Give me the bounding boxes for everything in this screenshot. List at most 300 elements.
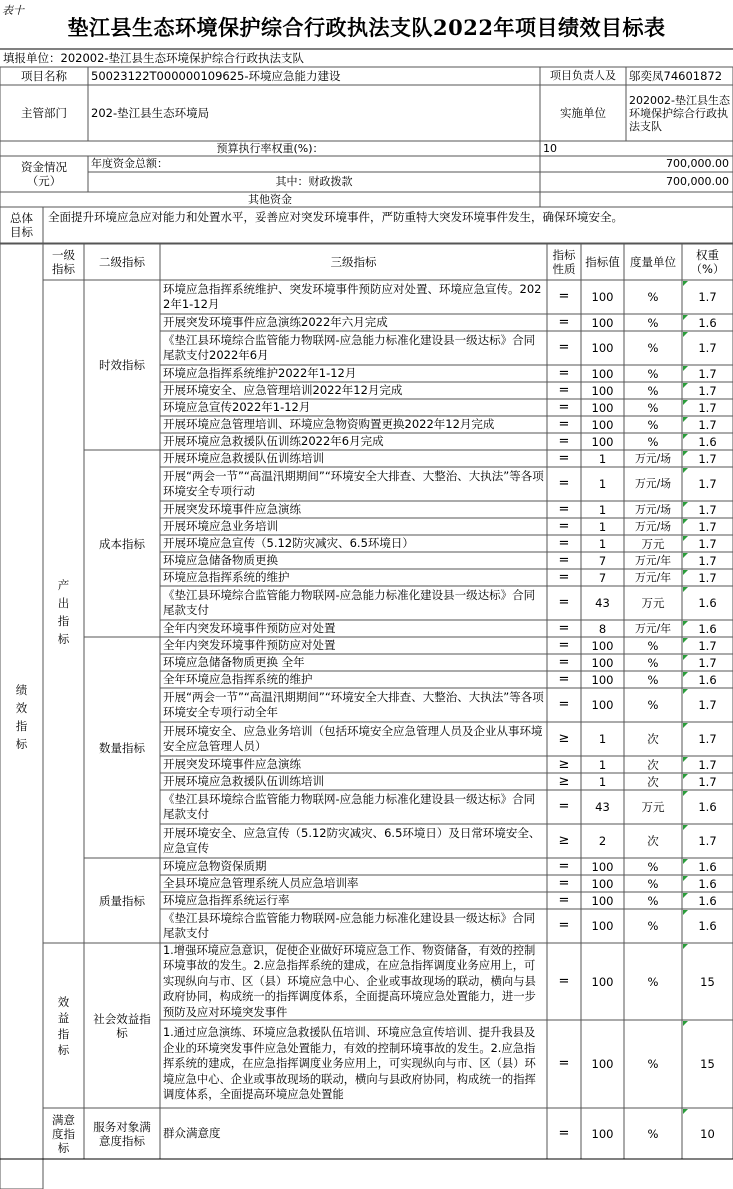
project-name-value-text: 50023122T000000109625-环境应急能力建设 bbox=[91, 69, 341, 83]
indicator-nature-text: = bbox=[558, 416, 570, 432]
indicator-value bbox=[581, 450, 624, 467]
indicator-unit bbox=[624, 875, 682, 892]
indicator-value-text: 100 bbox=[591, 1126, 614, 1141]
indicator-weight-text: 1.6 bbox=[698, 893, 717, 908]
indicator-weight-text: 15 bbox=[700, 1057, 715, 1071]
indicator-value bbox=[581, 620, 624, 637]
indicator-weight bbox=[682, 501, 733, 518]
indicator-name-text: 开展环境应急业务培训 bbox=[163, 519, 278, 533]
indicator-name-text: 环境应急宣传2022年1-12月 bbox=[163, 400, 311, 414]
indicator-nature-text: = bbox=[558, 799, 570, 814]
indicator-unit-text: % bbox=[647, 315, 659, 330]
indicator-weight bbox=[682, 518, 733, 535]
indicator-name bbox=[160, 416, 547, 433]
indicator-unit bbox=[624, 586, 682, 620]
indicator-unit-text: % bbox=[647, 672, 659, 687]
indicator-name bbox=[160, 875, 547, 892]
indicator-nature bbox=[547, 450, 581, 467]
indicator-value-text: 43 bbox=[595, 596, 610, 610]
indicator-unit bbox=[624, 620, 682, 637]
indicator-unit bbox=[624, 756, 682, 773]
indicator-name-text: 环境应急指挥系统维护2022年1-12月 bbox=[163, 366, 357, 380]
indicator-unit-text: 万元 bbox=[641, 800, 665, 814]
indicator-nature-text: = bbox=[558, 973, 570, 989]
indicator-name-text: 《垫江县环境综合监管能力物联网-应急能力标准化建设县一级达标》合同尾款支付2022年6月 bbox=[163, 333, 536, 362]
indicator-value bbox=[581, 552, 624, 569]
cell-note-marker bbox=[683, 519, 688, 524]
indicator-name bbox=[160, 382, 547, 399]
indicator-nature-text: = bbox=[558, 340, 570, 355]
header-value bbox=[581, 244, 624, 280]
indicator-value-text: 100 bbox=[591, 315, 614, 330]
indicator-name bbox=[160, 943, 547, 1020]
indicator-unit-text: % bbox=[647, 341, 659, 355]
label-overall-goal bbox=[0, 207, 43, 243]
indicator-weight bbox=[682, 1108, 733, 1159]
header-weight bbox=[682, 244, 733, 280]
label-funding-text: 资金情况（元） bbox=[21, 160, 67, 188]
indicator-unit-text: % bbox=[647, 290, 659, 304]
indicator-weight bbox=[682, 399, 733, 416]
indicator-weight-text: 1.6 bbox=[698, 919, 717, 933]
fiscal-value bbox=[540, 172, 733, 192]
indicator-value bbox=[581, 535, 624, 552]
indicator-value-text: 1 bbox=[598, 757, 607, 772]
indicator-name bbox=[160, 569, 547, 586]
indicator-value bbox=[581, 909, 624, 943]
indicator-name-text: 开展环境安全、应急管理培训2022年12月完成 bbox=[163, 383, 403, 397]
indicator-weight-text: 1.7 bbox=[698, 732, 717, 746]
indicator-unit-text: % bbox=[647, 417, 659, 432]
indicator-value bbox=[581, 586, 624, 620]
indicator-weight-text: 1.7 bbox=[698, 570, 717, 585]
indicator-weight bbox=[682, 637, 733, 654]
indicator-name-text: 《垫江县环境综合监管能力物联网-应急能力标准化建设县一级达标》合同尾款支付 bbox=[163, 588, 536, 617]
label-impl-unit-text: 实施单位 bbox=[560, 106, 606, 120]
indicator-weight-text: 1.6 bbox=[698, 859, 717, 874]
indicator-value bbox=[581, 892, 624, 909]
level1-output-text: 产出指标 bbox=[57, 577, 70, 646]
overall-goal-value bbox=[43, 207, 733, 243]
indicator-weight bbox=[682, 314, 733, 331]
indicator-nature-text: = bbox=[558, 697, 570, 712]
cell-note-marker bbox=[683, 774, 688, 779]
indicator-value bbox=[581, 518, 624, 535]
level2-cost bbox=[84, 450, 160, 637]
indicator-unit bbox=[624, 654, 682, 671]
indicator-nature bbox=[547, 654, 581, 671]
indicator-unit-text: 次 bbox=[647, 757, 659, 772]
cell-note-marker bbox=[683, 757, 688, 762]
cell-note-marker bbox=[683, 672, 688, 677]
indicator-value bbox=[581, 331, 624, 365]
indicator-value-text: 100 bbox=[591, 366, 614, 381]
indicator-unit bbox=[624, 382, 682, 399]
indicator-nature bbox=[547, 858, 581, 875]
indicator-weight-text: 1.7 bbox=[698, 519, 717, 534]
indicator-nature-text: = bbox=[558, 620, 570, 636]
indicator-weight bbox=[682, 671, 733, 688]
indicator-weight bbox=[682, 450, 733, 467]
indicator-value-text: 1 bbox=[598, 519, 607, 534]
indicator-value-text: 7 bbox=[598, 570, 607, 585]
cell-note-marker bbox=[683, 893, 688, 898]
indicator-value-text: 100 bbox=[591, 341, 614, 355]
indicator-unit bbox=[624, 858, 682, 875]
indicator-unit-text: % bbox=[647, 919, 659, 933]
indicator-name bbox=[160, 773, 547, 790]
indicator-nature-text: = bbox=[558, 875, 570, 891]
indicator-nature bbox=[547, 382, 581, 399]
indicator-nature-text: = bbox=[558, 858, 570, 874]
indicator-value-text: 100 bbox=[591, 655, 614, 670]
indicator-unit-text: % bbox=[647, 1057, 659, 1071]
indicator-value bbox=[581, 637, 624, 654]
indicator-value-text: 100 bbox=[591, 672, 614, 687]
indicator-unit bbox=[624, 943, 682, 1020]
cell-note-marker bbox=[683, 332, 688, 337]
label-annual-total-text: 年度资金总额： bbox=[91, 157, 168, 170]
label-project-lead-text: 项目负责人及 bbox=[550, 69, 616, 82]
indicator-name bbox=[160, 433, 547, 450]
label-project-name bbox=[0, 67, 88, 85]
indicator-name bbox=[160, 790, 547, 824]
indicator-nature bbox=[547, 892, 581, 909]
indicator-nature bbox=[547, 501, 581, 518]
indicator-name bbox=[160, 756, 547, 773]
indicator-value-text: 100 bbox=[591, 893, 614, 908]
indicator-weight-text: 15 bbox=[700, 974, 715, 989]
indicator-value bbox=[581, 365, 624, 382]
indicator-nature-text: ≥ bbox=[558, 731, 570, 746]
indicator-unit-text: 万元 bbox=[641, 536, 665, 551]
header-level3 bbox=[160, 244, 547, 280]
header-level1-text: 一级指标 bbox=[52, 248, 75, 276]
indicator-nature bbox=[547, 637, 581, 654]
cell-note-marker bbox=[683, 366, 688, 371]
indicator-value bbox=[581, 433, 624, 450]
level2-quantity bbox=[84, 637, 160, 858]
indicator-weight bbox=[682, 943, 733, 1020]
indicator-nature bbox=[547, 586, 581, 620]
indicator-unit bbox=[624, 892, 682, 909]
cell-note-marker bbox=[683, 825, 688, 830]
indicator-weight-text: 1.7 bbox=[698, 417, 717, 432]
cell-note-marker bbox=[683, 281, 688, 286]
indicator-value-text: 1 bbox=[598, 502, 607, 517]
indicator-name bbox=[160, 552, 547, 569]
indicator-nature-text: = bbox=[558, 552, 570, 568]
indicator-weight-text: 1.6 bbox=[698, 876, 717, 891]
indicator-name-text: 开展环境应急救援队伍训练培训 bbox=[163, 451, 324, 465]
indicator-name bbox=[160, 654, 547, 671]
indicator-name-text: 开展突发环境事件应急演练 bbox=[163, 757, 301, 771]
indicator-value-text: 100 bbox=[591, 434, 614, 449]
indicator-unit-text: % bbox=[647, 366, 659, 381]
indicator-name bbox=[160, 892, 547, 909]
indicator-unit-text: % bbox=[647, 1126, 659, 1141]
header-level1 bbox=[43, 244, 84, 280]
cell-note-marker bbox=[683, 434, 688, 439]
indicator-weight-text: 1.7 bbox=[698, 400, 717, 415]
header-level2-text: 二级指标 bbox=[99, 255, 145, 269]
indicator-weight bbox=[682, 654, 733, 671]
indicator-nature-text: = bbox=[558, 399, 570, 415]
indicator-nature bbox=[547, 722, 581, 756]
indicator-unit-text: 万元 bbox=[641, 596, 665, 610]
indicator-weight bbox=[682, 382, 733, 399]
level1-satisfaction bbox=[43, 1108, 84, 1159]
level2-timeliness-text: 时效指标 bbox=[99, 358, 145, 372]
indicator-nature bbox=[547, 280, 581, 314]
indicator-unit-text: % bbox=[647, 383, 659, 398]
indicator-nature-text: = bbox=[558, 314, 570, 330]
indicator-weight-text: 1.6 bbox=[698, 315, 717, 330]
indicator-weight-text: 1.6 bbox=[698, 434, 717, 449]
indicator-value bbox=[581, 382, 624, 399]
indicator-weight bbox=[682, 586, 733, 620]
indicator-unit bbox=[624, 552, 682, 569]
level2-satisfaction bbox=[84, 1108, 160, 1159]
indicator-name bbox=[160, 688, 547, 722]
cell-note-marker bbox=[683, 621, 688, 626]
cell-note-marker bbox=[683, 587, 688, 592]
indicator-unit-text: 万元/场 bbox=[634, 477, 672, 490]
indicator-unit-text: % bbox=[647, 859, 659, 874]
indicator-nature bbox=[547, 824, 581, 858]
indicator-weight bbox=[682, 892, 733, 909]
level2-quality bbox=[84, 858, 160, 943]
indicator-weight-text: 1.6 bbox=[698, 596, 717, 610]
indicator-unit-text: % bbox=[647, 655, 659, 670]
indicator-value-text: 100 bbox=[591, 417, 614, 432]
form-number: 表十 bbox=[2, 4, 24, 17]
indicator-value bbox=[581, 790, 624, 824]
indicator-nature-text: = bbox=[558, 569, 570, 585]
header-unit-text: 度量单位 bbox=[630, 255, 676, 269]
indicator-name bbox=[160, 671, 547, 688]
project-name-value bbox=[88, 67, 540, 85]
indicator-name-text: 开展突发环境事件应急演练 bbox=[163, 502, 301, 516]
indicator-weight bbox=[682, 824, 733, 858]
indicator-value bbox=[581, 722, 624, 756]
indicator-nature bbox=[547, 875, 581, 892]
indicator-nature-text: = bbox=[558, 535, 570, 551]
indicator-name-text: 1.通过应急演练、环境应急救援队伍培训、环境应急宣传培训、提升我县及企业的环境突发事件应急处置能力，有效的控制环境事故的发生。2.应急指挥系统的建成，在应急指挥调度业务应用上，可实现纵向与市、区（县）环境应急中心、企业或事故现场的联动，横向与县政府协同，构成统一的指挥调度体系，全面提高环境应急处置能 bbox=[163, 1026, 536, 1102]
indicator-unit bbox=[624, 399, 682, 416]
indicator-weight-text: 1.7 bbox=[698, 655, 717, 670]
indicator-name bbox=[160, 518, 547, 535]
indicator-name bbox=[160, 450, 547, 467]
label-competent-dept-text: 主管部门 bbox=[21, 106, 67, 120]
indicator-name bbox=[160, 280, 547, 314]
cell-note-marker bbox=[683, 383, 688, 388]
indicator-value-text: 100 bbox=[591, 919, 614, 933]
indicator-nature bbox=[547, 688, 581, 722]
indicator-unit-text: 次 bbox=[647, 732, 659, 746]
indicator-name-text: 开展环境应急救援队伍训练2022年6月完成 bbox=[163, 434, 384, 448]
indicator-name-text: 环境应急物资保质期 bbox=[163, 859, 267, 873]
indicator-name bbox=[160, 467, 547, 501]
cell-note-marker bbox=[683, 638, 688, 643]
cell-note-marker bbox=[683, 791, 688, 796]
indicator-weight-text: 1.7 bbox=[698, 638, 717, 653]
header-nature-text: 指标性质 bbox=[552, 248, 576, 276]
indicator-value bbox=[581, 671, 624, 688]
indicator-unit-text: 万元/场 bbox=[634, 519, 672, 533]
indicator-weight bbox=[682, 365, 733, 382]
indicator-weight-text: 1.7 bbox=[698, 698, 717, 712]
indicator-value-text: 100 bbox=[591, 383, 614, 398]
header-value-text: 指标值 bbox=[585, 255, 620, 269]
indicator-nature-text: = bbox=[558, 637, 570, 653]
cell-note-marker bbox=[683, 689, 688, 694]
label-other-funds-text: 其他资金 bbox=[248, 192, 292, 206]
indicator-nature bbox=[547, 399, 581, 416]
indicator-weight-text: 1.6 bbox=[698, 672, 717, 687]
indicator-value bbox=[581, 399, 624, 416]
cell-note-marker bbox=[683, 570, 688, 575]
cell-note-marker bbox=[683, 876, 688, 881]
indicator-nature-text: = bbox=[558, 671, 570, 687]
indicator-unit-text: % bbox=[647, 434, 659, 449]
indicator-nature-text: = bbox=[558, 289, 570, 304]
indicator-nature-text: = bbox=[558, 476, 570, 491]
indicator-value-text: 100 bbox=[591, 859, 614, 874]
indicator-nature-text: = bbox=[558, 595, 570, 610]
indicator-nature bbox=[547, 756, 581, 773]
indicator-name bbox=[160, 1020, 547, 1108]
indicator-value-text: 1 bbox=[598, 774, 607, 789]
indicator-unit-text: 万元/年 bbox=[634, 621, 672, 635]
filing-unit-text: 填报单位：202002-垫江县生态环境保护综合行政执法支队 bbox=[3, 51, 305, 65]
indicator-weight bbox=[682, 773, 733, 790]
indicator-unit-text: % bbox=[647, 400, 659, 415]
indicator-unit bbox=[624, 518, 682, 535]
level1-satisfaction-text: 满意度指标 bbox=[52, 1112, 75, 1155]
indicator-value-text: 1 bbox=[598, 477, 607, 491]
level2-quality-text: 质量指标 bbox=[99, 893, 145, 908]
indicator-weight-text: 1.7 bbox=[698, 553, 717, 568]
label-budget-weight bbox=[0, 141, 540, 156]
indicator-name-text: 开展环境安全、应急宣传（5.12防灾减灾、6.5环境日）及日常环境安全、应急宣传 bbox=[163, 826, 541, 855]
indicator-weight bbox=[682, 688, 733, 722]
indicator-unit bbox=[624, 501, 682, 518]
indicator-nature bbox=[547, 569, 581, 586]
indicator-weight bbox=[682, 790, 733, 824]
indicator-value bbox=[581, 824, 624, 858]
indicator-value-text: 100 bbox=[591, 400, 614, 415]
indicator-nature bbox=[547, 331, 581, 365]
indicator-value bbox=[581, 1020, 624, 1108]
label-project-lead bbox=[540, 67, 626, 85]
indicator-weight-text: 1.6 bbox=[698, 800, 717, 814]
indicator-unit-text: % bbox=[647, 974, 659, 989]
indicator-weight bbox=[682, 467, 733, 501]
cell-note-marker bbox=[683, 723, 688, 728]
indicator-nature bbox=[547, 1108, 581, 1159]
indicator-name-text: 环境应急指挥系统维护、突发环境事件预防应对处置、环境应急宣传。2022年1-12月 bbox=[163, 282, 542, 311]
indicator-name-text: 《垫江县环境综合监管能力物联网-应急能力标准化建设县一级达标》合同尾款支付 bbox=[163, 911, 536, 940]
indicator-unit bbox=[624, 365, 682, 382]
indicator-name bbox=[160, 314, 547, 331]
level2-social-benefit-text: 社会效益指标 bbox=[93, 1011, 151, 1040]
indicator-weight bbox=[682, 620, 733, 637]
indicator-unit-text: 万元/场 bbox=[634, 502, 672, 516]
indicator-value-text: 100 bbox=[591, 1057, 614, 1071]
cell-note-marker bbox=[683, 502, 688, 507]
project-lead-value-text: 邬奕凤74601872 bbox=[629, 69, 723, 83]
indicator-weight bbox=[682, 875, 733, 892]
impl-unit-value bbox=[626, 85, 733, 141]
indicator-name-text: 全年环境应急指挥系统的维护 bbox=[163, 672, 313, 686]
indicator-value bbox=[581, 501, 624, 518]
indicator-unit bbox=[624, 671, 682, 688]
indicator-name bbox=[160, 399, 547, 416]
indicator-value-text: 100 bbox=[591, 698, 614, 712]
indicator-weight bbox=[682, 858, 733, 875]
indicator-name bbox=[160, 824, 547, 858]
indicator-value bbox=[581, 280, 624, 314]
label-perf-indicators bbox=[0, 244, 43, 1189]
header-weight-text: 权重（%） bbox=[690, 248, 725, 276]
cell-note-marker bbox=[683, 1109, 688, 1114]
indicator-weight-text: 1.7 bbox=[698, 502, 717, 517]
indicator-name-text: 群众满意度 bbox=[163, 1126, 221, 1140]
indicator-value bbox=[581, 1108, 624, 1159]
indicator-name-text: 环境应急储备物质更换 bbox=[163, 553, 278, 567]
indicator-name bbox=[160, 535, 547, 552]
indicator-name-text: 全年内突发环境事件预防应对处置 bbox=[163, 621, 336, 635]
indicator-nature-text: = bbox=[558, 1125, 570, 1141]
competent-dept-value bbox=[88, 85, 540, 141]
budget-weight-value bbox=[540, 141, 733, 156]
indicator-name-text: 环境应急指挥系统的维护 bbox=[163, 570, 290, 584]
indicator-name bbox=[160, 637, 547, 654]
impl-unit-value-text: 202002-垫江县生态环境保护综合行政执法支队 bbox=[629, 93, 730, 133]
indicator-weight bbox=[682, 1020, 733, 1108]
indicator-unit-text: % bbox=[647, 698, 659, 712]
indicator-nature-text: = bbox=[558, 382, 570, 398]
indicator-name bbox=[160, 365, 547, 382]
indicator-unit bbox=[624, 1108, 682, 1159]
indicator-unit bbox=[624, 790, 682, 824]
indicator-weight bbox=[682, 552, 733, 569]
level2-cost-text: 成本指标 bbox=[99, 536, 145, 551]
indicator-name-text: 开展环境安全、应急业务培训（包括环境安全应急管理人员及企业从事环境安全应急管理人员） bbox=[163, 724, 543, 753]
indicator-value bbox=[581, 756, 624, 773]
label-funding bbox=[0, 156, 88, 192]
indicator-name bbox=[160, 586, 547, 620]
indicator-weight-text: 1.6 bbox=[698, 621, 717, 636]
indicator-weight-text: 1.7 bbox=[698, 290, 717, 304]
indicator-weight-text: 1.7 bbox=[698, 536, 717, 551]
indicator-value bbox=[581, 467, 624, 501]
indicator-nature-text: ≥ bbox=[558, 773, 570, 789]
indicator-name-text: 开展环境应急救援队伍训练培训 bbox=[163, 774, 324, 788]
indicator-name-text: 全年内突发环境事件预防应对处置 bbox=[163, 638, 336, 652]
indicator-nature bbox=[547, 365, 581, 382]
label-project-name-text: 项目名称 bbox=[21, 69, 67, 83]
indicator-weight bbox=[682, 756, 733, 773]
header-level3-text: 三级指标 bbox=[330, 255, 377, 269]
indicator-weight bbox=[682, 535, 733, 552]
indicator-weight-text: 1.7 bbox=[698, 774, 717, 789]
indicator-value bbox=[581, 943, 624, 1020]
indicator-name-text: 全县环境应急管理系统人员应急培训率 bbox=[163, 876, 359, 890]
indicator-name-text: 环境应急储备物质更换 全年 bbox=[163, 655, 305, 669]
indicator-unit bbox=[624, 773, 682, 790]
